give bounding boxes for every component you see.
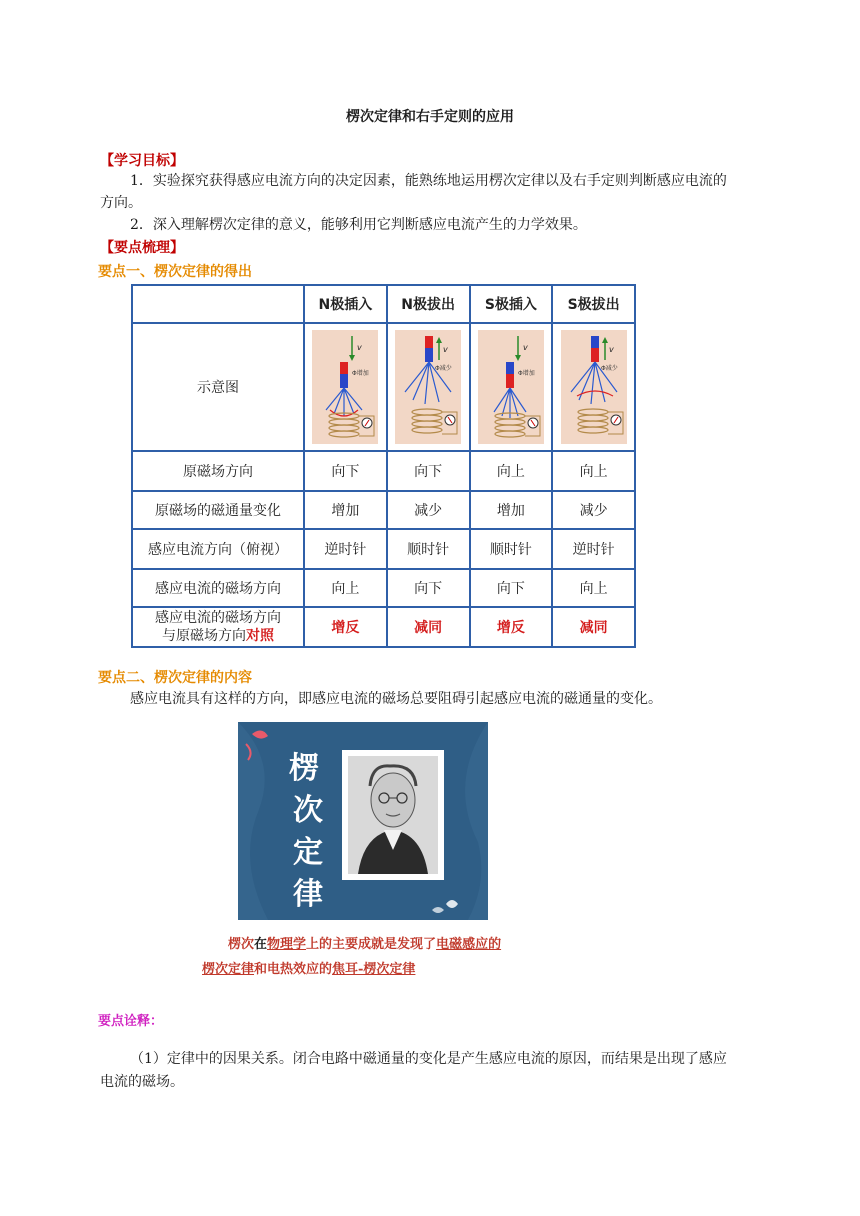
col-header: S极拔出	[552, 285, 635, 323]
note1-line2: 电流的磁场。	[100, 1074, 184, 1090]
diagram-cell	[304, 323, 387, 451]
note1-line1: （1）定律中的因果关系。闭合电路中磁通量的变化是产生感应电流的原因，而结果是出现了感应	[130, 1051, 727, 1067]
table-cell: 减同	[552, 607, 635, 647]
table-corner	[132, 285, 304, 323]
table-cell: 减少	[552, 491, 635, 529]
table-cell: 向上	[552, 569, 635, 607]
velocity-label: v	[522, 343, 528, 352]
table-cell: 向下	[387, 569, 470, 607]
caption-line1	[228, 933, 501, 952]
row-label-comparison	[132, 607, 304, 647]
row-label: 原磁场方向	[132, 451, 304, 491]
table-cell: 顺时针	[387, 529, 470, 569]
row-label-line2-prefix: 与原磁场方向	[162, 628, 246, 644]
caption-segment: 焦耳-楞次定律	[332, 962, 416, 977]
diagram-cell	[387, 323, 470, 451]
point1-title: 要点一、楞次定律的得出	[98, 264, 252, 280]
caption-segment: 和电热效应的	[254, 962, 333, 977]
caption-segment: 在	[254, 937, 268, 952]
portrait-title-char: 定	[293, 835, 323, 870]
col-header: N极拔出	[387, 285, 470, 323]
table-cell: 向上	[552, 451, 635, 491]
row-label: 原磁场的磁通量变化	[132, 491, 304, 529]
table-cell: 向上	[470, 451, 553, 491]
table-cell: 增反	[304, 607, 387, 647]
velocity-label: v	[443, 345, 448, 354]
row-label-line2	[133, 627, 303, 645]
point2-title: 要点二、楞次定律的内容	[98, 670, 252, 686]
velocity-label: v	[608, 345, 614, 354]
portrait-title-char: 次	[293, 793, 323, 828]
caption-segment: 电磁感应的	[436, 937, 502, 952]
flux-label: Φ增加	[352, 370, 370, 377]
table-cell: 向下	[470, 569, 553, 607]
table-cell: 向上	[304, 569, 387, 607]
table-cell: 增加	[304, 491, 387, 529]
velocity-label: v	[357, 343, 363, 352]
flux-label: Φ减少	[600, 365, 618, 372]
diagram-cell	[552, 323, 635, 451]
table-cell: 向下	[387, 451, 470, 491]
lenz-portrait-image	[238, 722, 488, 920]
row-label-line2-suffix: 对照	[246, 628, 274, 644]
table-cell: 增反	[470, 607, 553, 647]
row-label: 感应电流方向（俯视）	[132, 529, 304, 569]
magnet-coil-diagram	[561, 330, 627, 444]
col-header: N极插入	[304, 285, 387, 323]
table-cell: 增加	[470, 491, 553, 529]
notes-title: 要点诠释：	[98, 1014, 164, 1029]
objective-1-line2: 方向。	[100, 195, 142, 211]
caption-segment: 楞次	[228, 937, 255, 952]
objective-1-line1: 1．实验探究获得感应电流方向的决定因素，能熟练地运用楞次定律以及右手定则判断感应电流的	[130, 173, 727, 189]
table-cell: 向下	[304, 451, 387, 491]
col-header: S极插入	[470, 285, 553, 323]
caption-segment: 物理学	[267, 937, 307, 952]
points-header: 【要点梳理】	[100, 240, 184, 256]
flux-label: Φ增加	[517, 370, 535, 377]
row-label-line1: 感应电流的磁场方向	[155, 610, 281, 626]
table-cell: 逆时针	[304, 529, 387, 569]
magnet-coil-diagram	[478, 330, 544, 444]
objective-2: 2．深入理解楞次定律的意义，能够利用它判断感应电流产生的力学效果。	[130, 217, 587, 233]
lenz-table	[131, 284, 636, 648]
table-cell: 减少	[387, 491, 470, 529]
caption-line2	[202, 958, 415, 977]
objectives-header: 【学习目标】	[100, 153, 184, 169]
table-cell: 顺时针	[470, 529, 553, 569]
portrait-title-char: 律	[293, 877, 323, 912]
diagram-cell	[470, 323, 553, 451]
row-label: 示意图	[132, 323, 304, 451]
page-title: 楞次定律和右手定则的应用	[346, 109, 514, 125]
magnet-coil-diagram	[395, 330, 461, 444]
point2-text: 感应电流具有这样的方向，即感应电流的磁场总要阻碍引起感应电流的磁通量的变化。	[130, 691, 662, 707]
caption-segment: 楞次定律	[202, 962, 255, 977]
table-cell: 减同	[387, 607, 470, 647]
portrait-title-char: 楞	[289, 751, 319, 786]
magnet-coil-diagram	[312, 330, 378, 444]
table-cell: 逆时针	[552, 529, 635, 569]
row-label: 感应电流的磁场方向	[132, 569, 304, 607]
flux-label: Φ减少	[435, 365, 452, 372]
caption-segment: 上的主要成就是发现了	[306, 937, 437, 952]
